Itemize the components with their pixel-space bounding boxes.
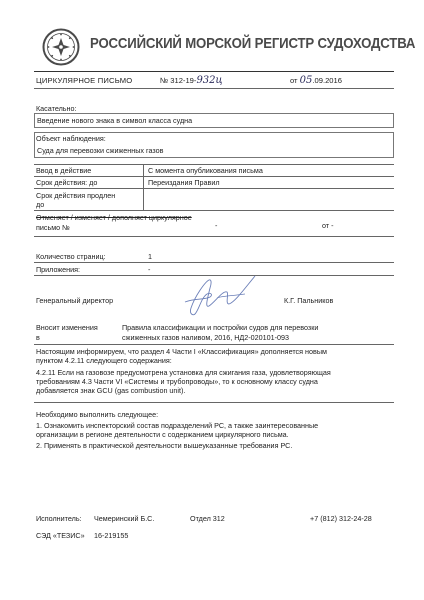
validity-value: Переиздания Правил xyxy=(148,178,220,187)
action-item1-line1: 1. Ознакомить инспекторский состав подразделений РС, а также заинтересованные xyxy=(36,421,319,430)
signer-name: К.Г. Пальников xyxy=(284,296,334,305)
body-para2-line2: требованиям 4.3 Части VI «Системы и трубопроводы», то к основному классу судна xyxy=(36,377,318,386)
signer-title: Генеральный директор xyxy=(36,296,114,305)
cancels-label-1: Отменяет / изменяет / дополняет циркулярное xyxy=(36,213,192,222)
header-bottom-rule xyxy=(34,88,394,89)
extended-label-2: до xyxy=(36,200,45,209)
actions-heading: Необходимо выполнить следующее: xyxy=(36,410,159,419)
fields-rule-1 xyxy=(34,176,394,177)
fields-rule-4 xyxy=(34,236,394,237)
fields-rule-2 xyxy=(34,188,394,189)
doc-type: ЦИРКУЛЯРНОЕ ПИСЬМО xyxy=(36,76,133,85)
changes-label-1: Вносит изменения xyxy=(36,323,98,332)
cancels-from: от - xyxy=(322,221,334,230)
date-prefix: от xyxy=(290,76,298,85)
attachments-label: Приложения: xyxy=(36,265,81,274)
system-number: 16-219155 xyxy=(94,531,129,540)
effective-value: С момента опубликования письма xyxy=(148,166,263,175)
regarding-text: Введение нового знака в символ класса судна xyxy=(37,116,193,125)
org-name: РОССИЙСКИЙ МОРСКОЙ РЕГИСТР СУДОХОДСТВА xyxy=(90,35,416,52)
attachments-value: - xyxy=(148,265,151,274)
body-rule xyxy=(34,402,394,403)
regarding-label: Касательно: xyxy=(36,104,77,113)
body-para1-line1: Настоящим информируем, что раздел 4 Части I «Классификация» дополняется новым xyxy=(36,347,327,356)
header-top-rule xyxy=(34,71,394,72)
date-rest: .09.2016 xyxy=(312,76,342,85)
fields-col-divider xyxy=(143,164,144,210)
system-label: СЭД «ТЕЗИС» xyxy=(36,531,85,540)
body-para2-line3: добавляется знак GCU (gas combustion unit). xyxy=(36,386,186,395)
pages-label: Количество страниц: xyxy=(36,252,106,261)
executor-phone: +7 (812) 312-24-28 xyxy=(310,514,372,523)
rs-logo-emblem xyxy=(42,28,80,66)
signature-scribble xyxy=(165,270,275,320)
pages-value: 1 xyxy=(148,252,152,261)
date-handwritten: 05 xyxy=(299,75,313,86)
letter-number xyxy=(160,76,223,85)
changes-text-2: сжиженных газов наливом, 2016, НД2-020101-093 xyxy=(122,333,290,342)
body-para2-line1: 4.2.11 Если на газовозе предусмотрена установка для сжигания газа, удовлетворяющая xyxy=(36,368,331,377)
extended-label-1: Срок действия продлен xyxy=(36,191,116,200)
letter-number-handwritten: 932ц xyxy=(196,75,223,86)
fields-rule-3 xyxy=(34,210,394,211)
body-para1-line2: пунктом 4.2.11 следующего содержания: xyxy=(36,356,172,365)
cancels-dash: - xyxy=(215,221,218,230)
action-item2: 2. Применять в практической деятельности вышеуказанные требования РС. xyxy=(36,441,293,450)
fields-rule-0 xyxy=(34,164,394,165)
validity-label: Срок действия: до xyxy=(36,178,98,187)
object-text: Суда для перевозки сжиженных газов xyxy=(37,146,164,155)
changes-rule xyxy=(34,344,394,345)
pages-rule xyxy=(34,262,394,263)
changes-text-1: Правила классификации и постройки судов для перевозки xyxy=(122,323,319,332)
effective-label: Ввод в действие xyxy=(36,166,92,175)
executor-department: Отдел 312 xyxy=(190,514,225,523)
object-label: Объект наблюдения: xyxy=(36,134,106,143)
executor-label: Исполнитель: xyxy=(36,514,82,523)
changes-label-2: в xyxy=(36,333,40,342)
letter-date xyxy=(290,76,342,85)
cancels-label-2: письмо № xyxy=(36,223,70,232)
action-item1-line2: организации в регионе деятельности с содержанием циркулярного письма. xyxy=(36,430,289,439)
letter-number-prefix: № 312-19- xyxy=(160,76,197,85)
executor-name: Чемеринский Б.С. xyxy=(94,514,155,523)
